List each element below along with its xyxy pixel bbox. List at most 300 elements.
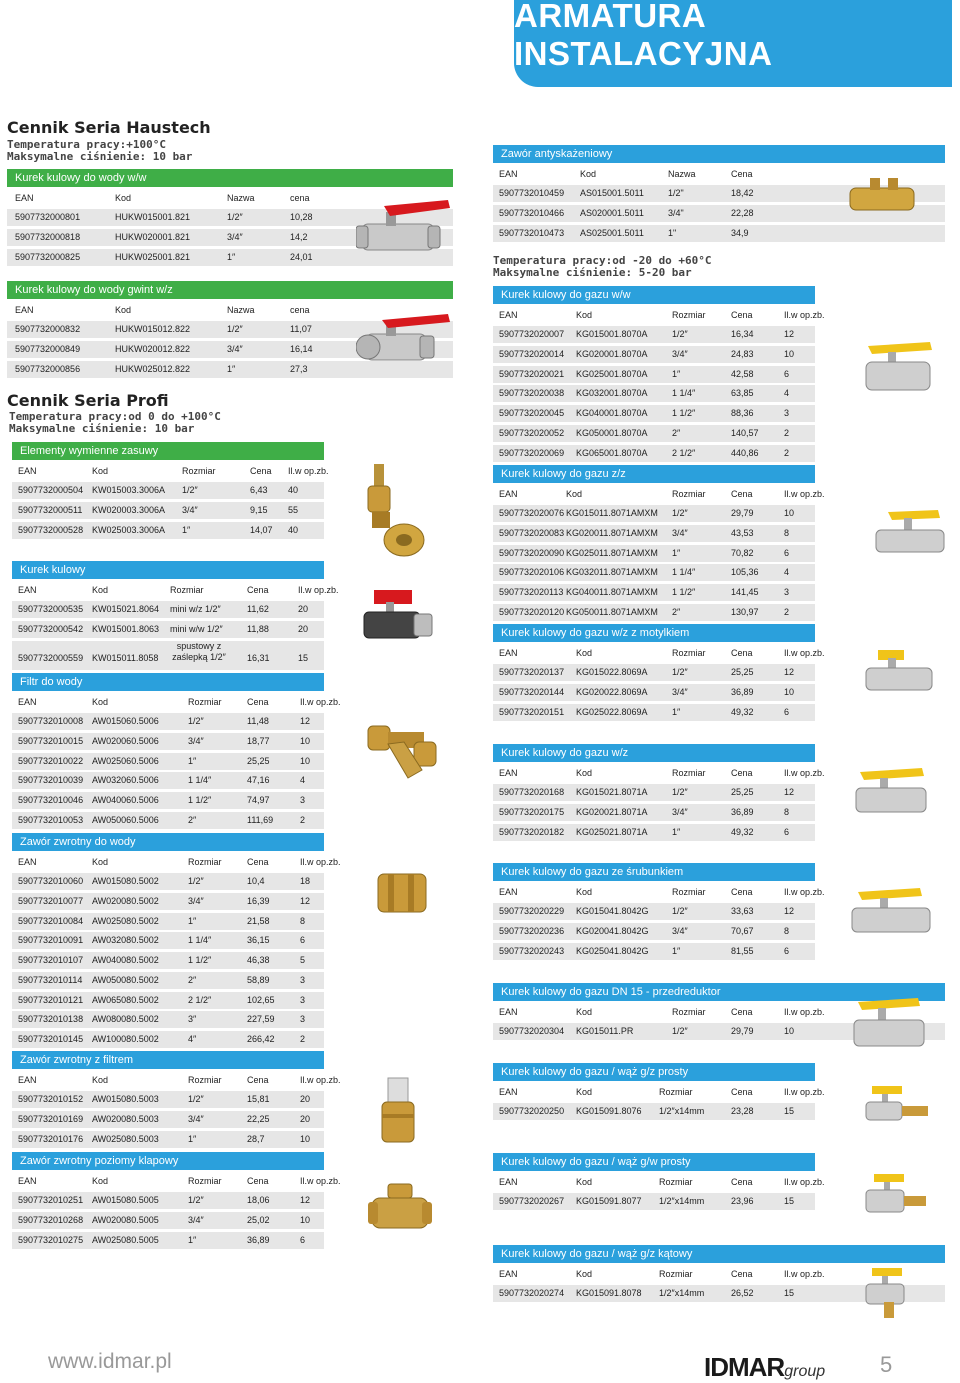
section-title: Zawór zwrotny z filtrem (12, 1051, 324, 1069)
column-header: Il.w op.zb. (784, 886, 825, 897)
profi-title: Cennik Seria Profi (7, 391, 169, 410)
table-cell: 1/2″ (227, 324, 243, 335)
section-title: Kurek kulowy do gazu z/z (493, 465, 815, 483)
table-cell: 3 (784, 587, 790, 598)
column-header: Rozmiar (659, 1176, 693, 1187)
table-row (493, 704, 815, 721)
table-cell: KG015041.8042G (576, 906, 649, 917)
section-title: Zawór zwrotny do wody (12, 833, 324, 851)
table-cell: KG020022.8069A (576, 687, 648, 698)
table-cell: HUKW020012.822 (115, 344, 191, 355)
table-cell: KG025022.8069A (576, 706, 648, 717)
table-cell: 5907732000511 (18, 505, 83, 516)
column-header: Rozmiar (182, 465, 216, 476)
table-row (493, 604, 815, 621)
gas-hose-valve-gw-icon (860, 1172, 930, 1226)
gas-valve-yellow-handle-icon (860, 338, 940, 398)
table-cell: 26,52 (731, 1288, 754, 1299)
table-cell: 11,48 (247, 716, 269, 727)
column-header: Rozmiar (672, 309, 706, 320)
table-row (12, 1011, 324, 1028)
table-cell: 49,32 (731, 706, 754, 717)
table-cell: 11,88 (247, 624, 269, 635)
column-header: Cena (731, 1268, 753, 1279)
table-cell: 9,15 (250, 505, 268, 516)
gas-spec-pressure: Maksymalne ciśnienie: 5-20 bar (493, 266, 692, 279)
section-title: Kurek kulowy do gazu w/z (493, 744, 815, 762)
table-cell: 5907732010275 (18, 1234, 84, 1245)
check-valve-icon (374, 868, 430, 918)
table-header (12, 463, 329, 480)
table-cell: 18,42 (731, 188, 754, 199)
table-row (493, 903, 815, 920)
section-s4 (12, 561, 339, 670)
table-cell: 29,79 (731, 508, 754, 519)
table-cell: HUKW015012.822 (115, 324, 191, 335)
table-cell: 1/2″x14mm (659, 1106, 705, 1117)
table-cell: 20 (300, 1114, 311, 1125)
table-cell: 16,14 (290, 344, 313, 355)
table-row (12, 1232, 324, 1249)
table-header (493, 486, 825, 503)
table-row (12, 893, 324, 910)
table-row (12, 772, 324, 789)
column-header: Kod (92, 584, 109, 595)
table-row (493, 923, 815, 940)
table-cell: 20 (298, 604, 309, 615)
table-cell: 140,57 (731, 427, 759, 438)
table-cell: 2″ (188, 814, 197, 825)
table-cell: 27,3 (290, 363, 308, 374)
table-cell: 2″ (672, 606, 681, 617)
table-cell: 2 (300, 1033, 306, 1044)
column-header: Nazwa (668, 168, 696, 179)
table-cell: 33,63 (731, 906, 754, 917)
table-cell: 6 (784, 547, 790, 558)
table-cell: 15 (784, 1288, 795, 1299)
table-cell: 3 (300, 1014, 306, 1025)
table-cell: 1/2″ (188, 1195, 204, 1206)
section-title: Kurek kulowy do gazu ze śrubunkiem (493, 863, 815, 881)
table-cell: 6 (784, 945, 790, 956)
table-row (493, 225, 945, 242)
table-cell: KG025041.8042G (576, 945, 649, 956)
column-header: Cena (247, 1074, 269, 1085)
column-header: Kod (92, 696, 109, 707)
table-cell: KW015011.8058 (92, 652, 159, 663)
column-header: Il.w op.zb. (784, 1176, 825, 1187)
table-cell: 12 (784, 787, 795, 798)
table-cell: 5907732020144 (499, 687, 565, 698)
table-row (12, 1031, 324, 1048)
column-header: Cena (731, 647, 753, 658)
table-row (12, 792, 324, 809)
table-cell: 5907732010077 (18, 896, 84, 907)
table-cell: 1″ (182, 524, 191, 535)
table-cell: 5907732010121 (18, 994, 84, 1005)
column-header: Cena (731, 1176, 753, 1187)
table-cell: 70,82 (731, 547, 754, 558)
table-cell: 6 (784, 826, 790, 837)
table-cell: 5907732020182 (499, 826, 565, 837)
section-r5 (493, 744, 825, 841)
gas-spec-temp: Temperatura pracy:od -20 do +60°C (493, 254, 712, 267)
table-row (493, 784, 815, 801)
table-header (12, 582, 339, 599)
section-s5 (12, 673, 341, 829)
table-cell: 5907732010138 (18, 1014, 84, 1025)
table-cell: 3 (300, 974, 306, 985)
table-cell: AS025001.5011 (580, 227, 644, 238)
table-cell: 5 (300, 955, 306, 966)
column-header: Rozmiar (188, 856, 222, 867)
column-header: Kod (580, 168, 597, 179)
table-row (493, 505, 815, 522)
table-cell: AW015080.5002 (92, 876, 159, 887)
table-cell: 10 (300, 736, 311, 747)
section-title: Kurek kulowy do gazu / wąż g/z prosty (493, 1063, 815, 1081)
table-cell: 5907732020120 (499, 606, 565, 617)
table-cell: 12 (784, 667, 795, 678)
column-header: Il.w op.zb. (300, 1074, 341, 1085)
table-row (493, 545, 815, 562)
table-cell: 3 (300, 994, 306, 1005)
gas-valve-union-icon (850, 886, 934, 942)
table-cell: 36,15 (247, 935, 270, 946)
column-header: Il.w op.zb. (300, 696, 341, 707)
table-cell: 1" (668, 227, 677, 238)
table-row (12, 753, 324, 770)
table-cell: 12 (300, 896, 311, 907)
column-header: Cena (247, 856, 269, 867)
table-row (493, 1193, 815, 1210)
table-cell: 12 (300, 1195, 311, 1206)
table-row (12, 932, 324, 949)
table-cell: 8 (784, 926, 790, 937)
section-r3 (493, 465, 825, 621)
check-valve-filter-icon (378, 1074, 418, 1146)
table-cell: 3 (300, 795, 306, 806)
table-cell: 40 (288, 524, 299, 535)
table-cell: AW040060.5006 (92, 795, 159, 806)
table-cell: 6 (784, 368, 790, 379)
column-header: cena (290, 192, 310, 203)
table-cell: 5907732020168 (499, 787, 565, 798)
column-header: EAN (15, 192, 34, 203)
table-cell: 5907732020045 (499, 408, 565, 419)
column-header: Il.w op.zb. (298, 584, 339, 595)
table-cell: 5907732010046 (18, 795, 84, 806)
table-cell: 5907732000542 (18, 624, 84, 635)
table-cell: AW100080.5002 (92, 1033, 159, 1044)
section-title: Kurek kulowy do gazu DN 15 - przedreduktor (493, 983, 945, 1001)
table-cell: 3/4″ (188, 896, 204, 907)
table-cell: 3/4″ (182, 505, 198, 516)
haustech-spec-temp: Temperatura pracy:+100°C (7, 138, 166, 151)
table-row (493, 385, 815, 402)
table-row (12, 1111, 324, 1128)
table-cell: 3/4″ (672, 807, 688, 818)
logo-text: IDMAR (704, 1352, 785, 1382)
column-header: Kod (576, 309, 593, 320)
table-cell: 1 1/2″ (672, 408, 696, 419)
gate-valve-parts-icon (360, 460, 432, 560)
table-cell: 1″ (188, 755, 197, 766)
table-cell: AW025080.5005 (92, 1234, 159, 1245)
table-cell: 3/4″ (672, 926, 688, 937)
table-cell: mini w/z 1/2″ (170, 604, 221, 615)
table-cell: 15 (784, 1106, 795, 1117)
column-header: Kod (566, 488, 583, 499)
haustech-title: Cennik Seria Haustech (7, 118, 211, 137)
column-header: EAN (18, 856, 37, 867)
table-cell: 5907732020113 (499, 587, 564, 598)
table-cell: 1/2″ (672, 329, 688, 340)
gas-valve-butterfly-icon (864, 646, 936, 696)
table-cell: 3/4″ (188, 1114, 204, 1125)
gas-valve-prereducer-icon (852, 996, 928, 1056)
table-cell: 227,59 (247, 1014, 275, 1025)
column-header: EAN (499, 1176, 518, 1187)
table-row (493, 366, 815, 383)
column-header: Kod (576, 1176, 593, 1187)
table-cell: 1 1/4″ (672, 388, 696, 399)
ball-valve-red-handle-icon-2 (356, 310, 452, 374)
table-cell: 74,97 (247, 795, 270, 806)
table-cell: 47,16 (247, 775, 270, 786)
table-cell: 24,01 (290, 251, 313, 262)
table-row (493, 584, 815, 601)
table-row (12, 873, 324, 890)
column-header: Cena (731, 309, 753, 320)
table-cell: 3/4″ (227, 344, 243, 355)
column-header: Il.w op.zb. (784, 1268, 825, 1279)
table-cell: 1/2″ (188, 876, 204, 887)
table-header (493, 645, 825, 662)
column-header: EAN (499, 1086, 518, 1097)
table-cell: 15,81 (247, 1094, 270, 1105)
table-cell: 4 (784, 388, 790, 399)
table-cell: 22,28 (731, 208, 754, 219)
table-cell: KG015091.8077 (576, 1196, 642, 1207)
table-cell: 5907732020014 (499, 349, 565, 360)
table-cell: AW015080.5005 (92, 1195, 159, 1206)
table-cell: AW032080.5002 (92, 935, 159, 946)
table-cell: KG015091.8078 (576, 1288, 642, 1299)
gas-hose-valve-angled-icon (862, 1266, 922, 1320)
table-cell: KG020041.8042G (576, 926, 649, 937)
table-cell: 6 (784, 706, 790, 717)
table-cell: 16,34 (731, 329, 754, 340)
table-cell: AW015080.5003 (92, 1094, 159, 1105)
table-cell: KG040001.8070A (576, 408, 648, 419)
table-cell: 34,9 (731, 227, 749, 238)
table-cell: 130,97 (731, 606, 759, 617)
table-row (493, 425, 815, 442)
section-s7 (12, 1051, 341, 1148)
table-row (12, 812, 324, 829)
column-header: EAN (18, 465, 37, 476)
column-header: Cena (731, 886, 753, 897)
table-cell: 5907732000504 (18, 485, 84, 496)
footer-url[interactable]: www.idmar.pl (48, 1350, 172, 1373)
column-header: Kod (576, 647, 593, 658)
table-cell: 88,36 (731, 408, 754, 419)
table-row (493, 684, 815, 701)
table-cell: 25,02 (247, 1215, 270, 1226)
table-cell: HUKW025001.821 (115, 251, 191, 262)
column-header: Rozmiar (672, 488, 706, 499)
flap-check-valve-icon (368, 1180, 432, 1236)
table-cell: 18,77 (247, 736, 270, 747)
column-header: EAN (499, 1006, 518, 1017)
table-cell: AW025080.5003 (92, 1133, 159, 1144)
table-cell: 3″ (188, 1014, 197, 1025)
table-cell: 1/2″ (672, 508, 688, 519)
column-header: Cena (250, 465, 272, 476)
table-cell: 5907732000825 (15, 251, 81, 262)
table-cell: 5907732010091 (18, 935, 84, 946)
table-cell: KG020011.8071AMXM (566, 528, 658, 539)
table-row (12, 482, 324, 499)
column-header: Rozmiar (659, 1268, 693, 1279)
table-cell: AW040080.5002 (92, 955, 159, 966)
column-header: EAN (499, 488, 518, 499)
table-cell: KW015003.3006A (92, 485, 166, 496)
table-cell: 5907732020106 (499, 567, 565, 578)
table-cell: 5907732010459 (499, 188, 565, 199)
section-s3 (12, 442, 329, 539)
table-cell: 81,55 (731, 945, 754, 956)
column-header: Nazwa (227, 304, 255, 315)
table-cell: 18 (300, 876, 311, 887)
table-cell: KG032001.8070A (576, 388, 648, 399)
table-cell: AS015001.5011 (580, 188, 644, 199)
table-row (12, 641, 324, 670)
table-cell: 43,53 (731, 528, 754, 539)
gas-hose-valve-straight-icon (862, 1084, 932, 1124)
table-row (12, 972, 324, 989)
table-cell: AW065080.5002 (92, 994, 159, 1005)
table-cell: 10,28 (290, 212, 313, 223)
table-cell: AW080080.5002 (92, 1014, 159, 1025)
section-title: Kurek kulowy do gazu w/z z motylkiem (493, 624, 815, 642)
table-row (12, 913, 324, 930)
table-row (493, 1103, 815, 1120)
column-header: Nazwa (227, 192, 255, 203)
table-cell: 5907732010169 (18, 1114, 84, 1125)
table-cell: 6 (300, 935, 306, 946)
table-cell: 3/4″ (188, 1215, 204, 1226)
column-header: Il.w op.zb. (784, 309, 825, 320)
table-cell: 5907732010145 (18, 1033, 84, 1044)
table-cell: 1/2" (668, 188, 684, 199)
table-cell: 1/2″ (672, 667, 688, 678)
table-cell: 4″ (188, 1033, 197, 1044)
table-cell: 5907732020083 (499, 528, 565, 539)
column-header: Rozmiar (188, 1074, 222, 1085)
table-row (12, 502, 324, 519)
column-header: Rozmiar (188, 1175, 222, 1186)
column-header: EAN (18, 696, 37, 707)
table-cell: AW020080.5002 (92, 896, 159, 907)
table-cell: 5907732020090 (499, 547, 565, 558)
table-cell: 1/2″x14mm (659, 1288, 705, 1299)
table-cell: 1″ (188, 1133, 197, 1144)
table-cell: KG015021.8071A (576, 787, 648, 798)
profi-spec-temp: Temperatura pracy:od 0 do +100°C (9, 410, 221, 423)
table-cell: KG015001.8070A (576, 329, 648, 340)
column-header: Cena (731, 168, 753, 179)
table-cell: 1″ (672, 945, 681, 956)
table-cell: 5907732020274 (499, 1288, 565, 1299)
column-header: EAN (15, 304, 34, 315)
table-cell: KG050001.8070A (576, 427, 648, 438)
table-cell: 105,36 (731, 567, 759, 578)
column-header: Kod (115, 192, 132, 203)
table-cell: 3/4″ (227, 232, 243, 243)
table-row (12, 952, 324, 969)
table-cell: KG015091.8076 (576, 1106, 642, 1117)
column-header: Kod (92, 856, 109, 867)
table-cell: 63,85 (731, 388, 754, 399)
table-cell: 3/4″ (672, 528, 688, 539)
table-cell: 5907732020021 (499, 368, 565, 379)
table-cell: 20 (300, 1094, 311, 1105)
section-s6 (12, 833, 341, 1048)
table-cell: 1″ (227, 251, 236, 262)
table-cell: 1″ (672, 368, 681, 379)
table-cell: 23,28 (731, 1106, 754, 1117)
table-cell: 36,89 (731, 807, 754, 818)
table-cell: 4 (300, 775, 306, 786)
column-header: Il.w op.zb. (784, 767, 825, 778)
table-cell: 2 (784, 447, 790, 458)
table-cell: 1″ (188, 915, 197, 926)
table-cell: 5907732000818 (15, 232, 81, 243)
section-title: Kurek kulowy do wody w/w (7, 169, 453, 187)
column-header: EAN (499, 168, 518, 179)
table-cell: 55 (288, 505, 299, 516)
table-cell: 1/2″ (182, 485, 198, 496)
profi-spec-pressure: Maksymalne ciśnienie: 10 bar (9, 422, 195, 435)
table-cell: 1 1/2″ (188, 955, 212, 966)
table-cell: 5907732000801 (15, 212, 81, 223)
table-cell: KG015022.8069A (576, 667, 648, 678)
table-cell: 8 (784, 807, 790, 818)
section-title: Zawór antyskażeniowy (493, 145, 945, 163)
table-cell: 8 (784, 528, 790, 539)
table-cell: 2 1/2″ (672, 447, 696, 458)
table-row (493, 824, 815, 841)
table-row (493, 943, 815, 960)
section-r8 (493, 1063, 825, 1120)
gas-valve-wz-icon (852, 766, 932, 822)
table-cell: 5907732010114 (18, 974, 83, 985)
table-cell: 14,07 (250, 524, 273, 535)
section-title: Kurek kulowy do gazu / wąż g/w prosty (493, 1153, 815, 1171)
table-cell: AW015060.5006 (92, 716, 159, 727)
table-cell: 12 (784, 906, 795, 917)
table-cell: 266,42 (247, 1033, 275, 1044)
column-header: Kod (92, 1175, 109, 1186)
table-cell: 5907732020076 (499, 508, 565, 519)
table-cell: 1/2″ (188, 1094, 204, 1105)
table-header (493, 307, 825, 324)
table-cell: AS020001.5011 (580, 208, 644, 219)
table-cell: 5907732020229 (499, 906, 565, 917)
table-row (12, 1091, 324, 1108)
